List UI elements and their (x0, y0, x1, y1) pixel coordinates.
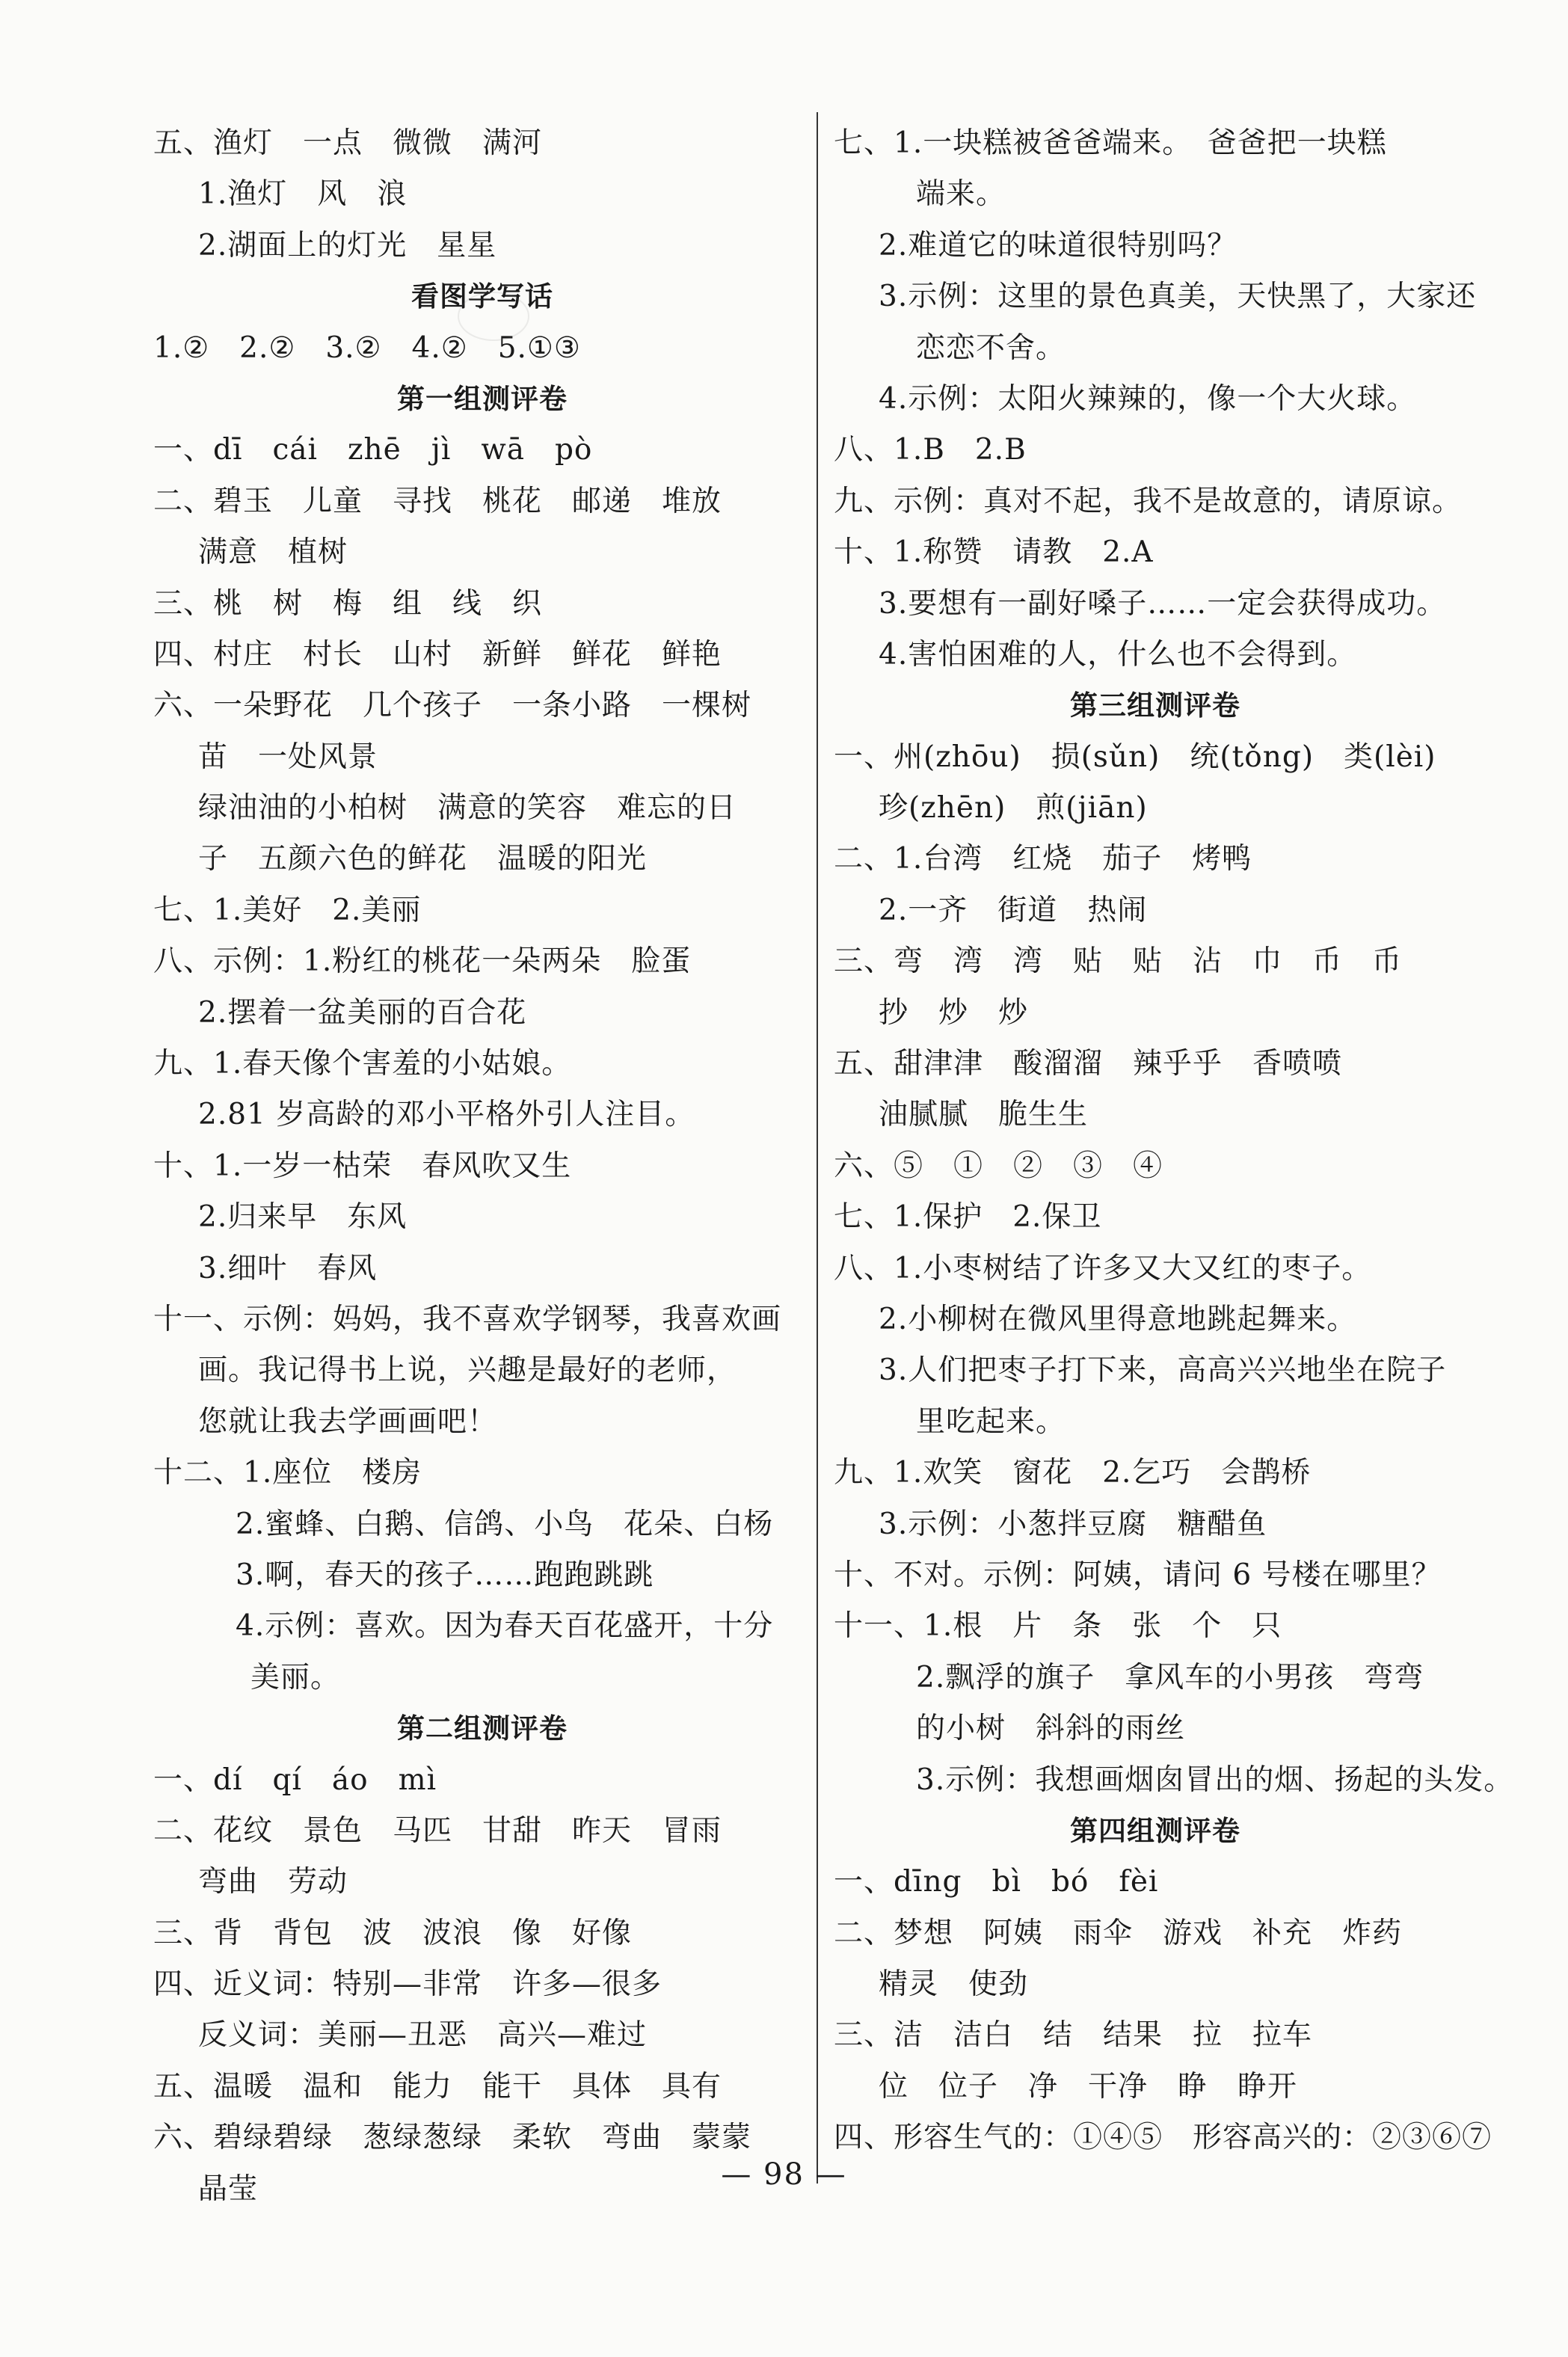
answer-line: 四、村庄 村长 山村 新鲜 鲜花 鲜艳 (153, 637, 722, 672)
answer-line: 2.归来早 东风 (198, 1200, 408, 1235)
answer-line: 四、形容生气的：①④⑤ 形容高兴的：②③⑥⑦ (834, 2121, 1492, 2155)
answer-line: 八、1.小枣树结了许多又大又红的枣子。 (834, 1251, 1372, 1285)
answer-line: 一、dí qí áo mì (153, 1763, 437, 1797)
answer-line: 2.摆着一盆美丽的百合花 (198, 995, 527, 1030)
answer-line: 三、背 背包 波 波浪 像 好像 (153, 1916, 633, 1950)
answer-line: 画。我记得书上说，兴趣是最好的老师， (198, 1353, 737, 1388)
answer-line: 2.难道它的味道很特别吗？ (879, 228, 1238, 262)
answer-line: 七、1.一块糕被爸爸端来。 爸爸把一块糕 (834, 126, 1387, 160)
answer-line: 端来。 (916, 177, 1006, 212)
answer-line: 六、一朵野花 几个孩子 一条小路 一棵树 (153, 689, 752, 723)
stamp-watermark (458, 292, 529, 341)
answer-line: 1.渔灯 风 浪 (198, 177, 408, 212)
answer-line: 2.一齐 街道 热闹 (879, 893, 1148, 927)
answer-line: 一、州(zhōu) 损(sǔn) 统(tǒng) 类(lèi) (834, 740, 1436, 774)
answer-line: 精灵 使劲 (879, 1967, 1029, 2002)
answer-line: 苗 一处风景 (198, 740, 378, 774)
answer-line: 4.示例：喜欢。因为春天百花盛开，十分 (236, 1609, 774, 1644)
answer-line: 十、不对。示例：阿姨，请问 6 号楼在哪里？ (834, 1558, 1442, 1592)
answer-line: 反义词：美丽—丑恶 高兴—难过 (198, 2018, 648, 2053)
answer-line: 3.示例：我想画烟囱冒出的烟、扬起的头发。 (916, 1763, 1514, 1797)
answer-line: 2.81 岁高龄的邓小平格外引人注目。 (198, 1098, 695, 1132)
answer-line: 十、1.称赞 请教 2.A (834, 535, 1154, 570)
answer-line: 一、dīng bì bó fèi (834, 1865, 1159, 1899)
answer-line: 3.啊，春天的孩子……跑跑跳跳 (236, 1558, 654, 1592)
answer-line: 三、桃 树 梅 组 线 织 (153, 586, 543, 621)
answer-line: 弯曲 劳动 (198, 1865, 348, 1899)
answer-line: 3.要想有一副好嗓子……一定会获得成功。 (879, 586, 1447, 621)
answer-line: 2.小柳树在微风里得意地跳起舞来。 (879, 1302, 1357, 1336)
right-column (834, 118, 1514, 2164)
answer-line: 子 五颜六色的鲜花 温暖的阳光 (198, 842, 648, 876)
answer-line: 4.示例：太阳火辣辣的，像一个大火球。 (879, 381, 1417, 416)
answer-line: 3.示例：这里的景色真美，天快黑了，大家还 (879, 280, 1477, 314)
answer-line: 三、弯 湾 湾 贴 贴 沾 巾 币 币 (834, 944, 1403, 979)
answer-line: 满意 植树 (198, 535, 348, 570)
answer-line: 3.细叶 春风 (198, 1251, 378, 1285)
page-number: — 98 — (721, 2157, 847, 2192)
answer-line: 珍(zhēn) 煎(jiān) (879, 791, 1148, 826)
answer-line: 的小树 斜斜的雨丝 (916, 1712, 1186, 1746)
answer-line: 2.湖面上的灯光 星星 (198, 228, 497, 262)
section-heading: 第四组测评卷 (1070, 1814, 1240, 1847)
answer-line: 二、1.台湾 红烧 茄子 烤鸭 (834, 842, 1252, 876)
answer-line: 晶莹 (198, 2172, 259, 2206)
answer-line: 3.示例：小葱拌豆腐 糖醋鱼 (879, 1507, 1267, 1541)
answer-line: 二、梦想 阿姨 雨伞 游戏 补充 炸药 (834, 1916, 1403, 1950)
answer-line: 十一、示例：妈妈，我不喜欢学钢琴，我喜欢画 (153, 1302, 782, 1336)
left-column (153, 118, 811, 2215)
answer-line: 五、甜津津 酸溜溜 辣乎乎 香喷喷 (834, 1047, 1343, 1081)
answer-line: 九、示例：真对不起，我不是故意的，请原谅。 (834, 484, 1463, 518)
answer-line: 1.② 2.② 3.② 4.② 5.①③ (153, 331, 581, 365)
answer-line: 十一、1.根 片 条 张 个 只 (834, 1609, 1282, 1644)
answer-line: 绿油油的小柏树 满意的笑容 难忘的日 (198, 791, 737, 826)
section-heading: 第二组测评卷 (397, 1712, 568, 1745)
answer-line: 七、1.保护 2.保卫 (834, 1200, 1102, 1235)
answer-line: 十、1.一岁一枯荣 春风吹又生 (153, 1149, 572, 1183)
answer-line: 3.人们把枣子打下来，高高兴兴地坐在院子 (879, 1353, 1447, 1388)
answer-line: 二、碧玉 儿童 寻找 桃花 邮递 堆放 (153, 484, 722, 518)
answer-line: 六、碧绿碧绿 葱绿葱绿 柔软 弯曲 蒙蒙 (153, 2121, 752, 2155)
answer-line: 八、1.B 2.B (834, 433, 1027, 467)
section-heading: 看图学写话 (411, 280, 553, 313)
answer-line: 十二、1.座位 楼房 (153, 1456, 422, 1490)
answer-line: 五、渔灯 一点 微微 满河 (153, 126, 543, 160)
answer-line: 一、dī cái zhē jì wā pò (153, 433, 593, 467)
answer-line: 九、1.春天像个害羞的小姑娘。 (153, 1047, 572, 1081)
answer-line: 五、温暖 温和 能力 能干 具体 具有 (153, 2069, 722, 2104)
section-heading: 第三组测评卷 (1070, 689, 1240, 722)
section-heading: 第一组测评卷 (397, 382, 568, 415)
answer-line: 七、1.美好 2.美丽 (153, 893, 422, 927)
answer-line: 2.飘浮的旗子 拿风车的小男孩 弯弯 (916, 1660, 1424, 1694)
column-divider (817, 112, 818, 2184)
answer-line: 里吃起来。 (916, 1404, 1066, 1439)
answer-line: 四、近义词：特别—非常 许多—很多 (153, 1967, 662, 2002)
answer-line: 美丽。 (250, 1660, 341, 1694)
answer-line: 抄 炒 炒 (879, 995, 1029, 1030)
answer-line: 4.害怕困难的人，什么也不会得到。 (879, 637, 1357, 672)
answer-line: 您就让我去学画画吧！ (198, 1404, 498, 1439)
answer-line: 2.蜜蜂、白鹅、信鸽、小鸟 花朵、白杨 (236, 1507, 774, 1541)
answer-line: 九、1.欢笑 窗花 2.乞巧 会鹊桥 (834, 1456, 1312, 1490)
answer-line: 位 位子 净 干净 睁 睁开 (879, 2069, 1298, 2104)
answer-line: 六、⑤ ① ② ③ ④ (834, 1149, 1163, 1183)
answer-line: 油腻腻 脆生生 (879, 1098, 1089, 1132)
answer-line: 八、示例：1.粉红的桃花一朵两朵 脸蛋 (153, 944, 692, 979)
answer-line: 三、洁 洁白 结 结果 拉 拉车 (834, 2018, 1313, 2053)
answer-line: 二、花纹 景色 马匹 甘甜 昨天 冒雨 (153, 1813, 722, 1848)
answer-line: 恋恋不舍。 (916, 331, 1066, 365)
